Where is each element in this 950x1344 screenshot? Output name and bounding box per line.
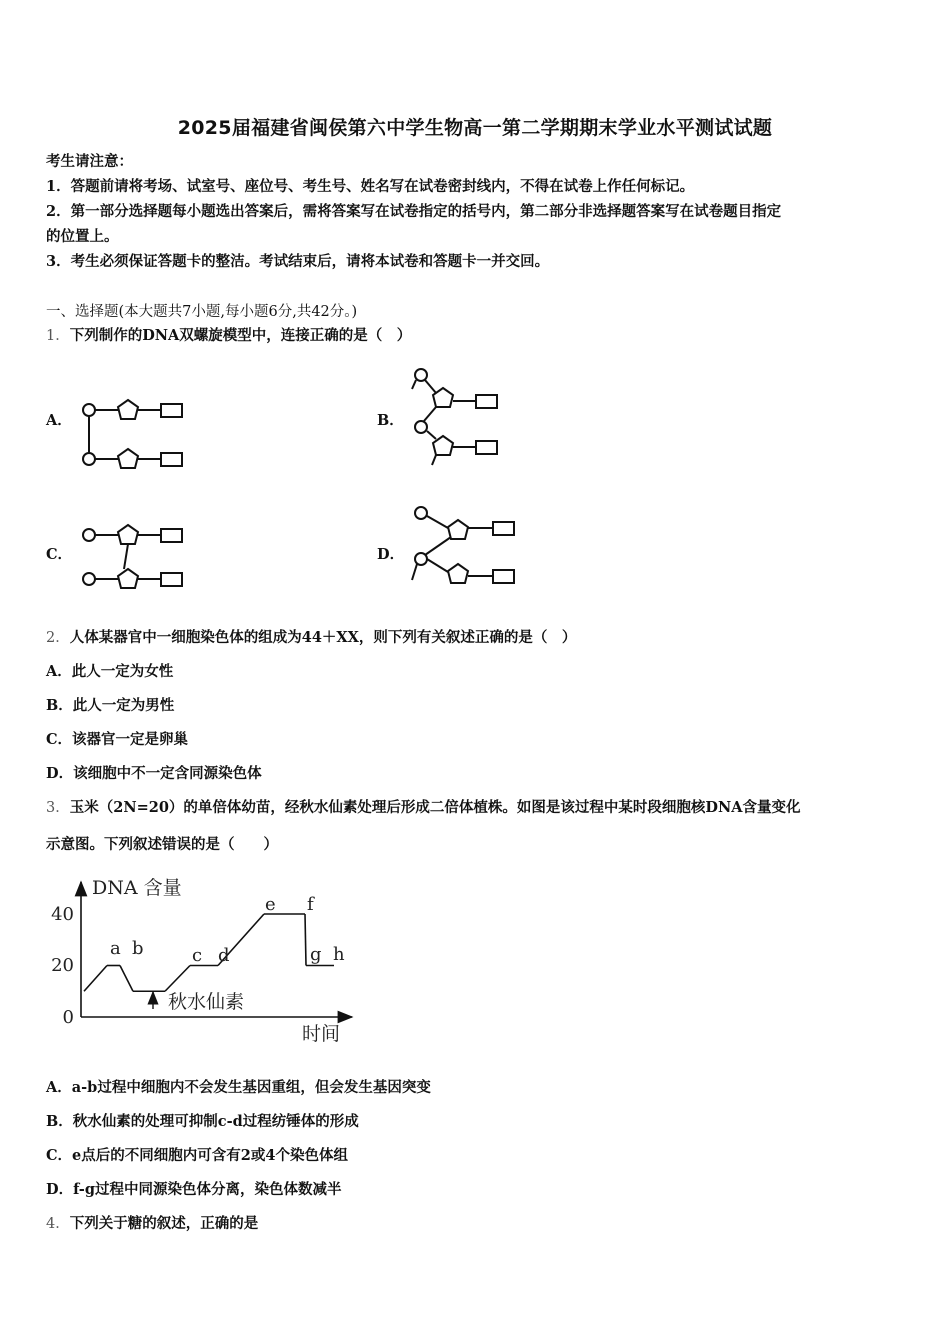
question-text: 下列关于糖的叙述，正确的是 — [69, 1215, 259, 1232]
question-text: 人体某器官中一细胞染色体的组成为44＋XX，则下列有关叙述正确的是（ ） — [69, 629, 577, 646]
option-text: f-g过程中同源染色体分离，染色体数减半 — [73, 1181, 342, 1198]
question-4 — [46, 1215, 258, 1233]
question-text: 玉米（2N=20）的单倍体幼苗，经秋水仙素处理后形成二倍体植株。如图是该过程中某时段细胞核DNA含量变化 — [69, 799, 801, 816]
point-label-g: g — [310, 944, 322, 965]
q2-option-a — [46, 663, 173, 681]
option-letter: B． — [46, 1113, 73, 1130]
option-text: 此人一定为男性 — [72, 697, 175, 714]
point-label-e: e — [265, 894, 276, 915]
q2-option-c — [46, 731, 188, 749]
series-line — [84, 914, 334, 991]
notice-heading: 考生请注意： — [46, 153, 133, 170]
page-title: 2025届福建省闽侯第六中学生物高一第二学期期末学业水平测试试题 — [177, 117, 773, 139]
q2-option-b — [46, 697, 174, 715]
series-segment — [84, 966, 107, 992]
option-letter: D． — [46, 1181, 74, 1198]
question-2 — [46, 629, 576, 647]
option-text: 该器官一定是卵巢 — [72, 731, 189, 748]
q3-option-d — [46, 1181, 341, 1199]
point-label-d: d — [218, 945, 230, 966]
y-tick-40: 40 — [51, 904, 74, 925]
option-letter: C． — [46, 731, 73, 748]
q1-option-c-label: C． — [46, 546, 73, 563]
dna-model-a — [80, 395, 190, 475]
question-text: 下列制作的DNA双螺旋模型中，连接正确的是（ ） — [69, 327, 412, 344]
option-letter: A． — [46, 1079, 72, 1096]
notice-item-1: 1．答题前请将考场、试室号、座位号、考生号、姓名写在试卷密封线内，不得在试卷上作任何标记。 — [46, 178, 695, 195]
option-text: 该细胞中不一定含同源染色体 — [73, 765, 262, 782]
dna-model-d — [408, 500, 523, 590]
option-letter: B． — [46, 697, 73, 714]
q2-option-d — [46, 765, 262, 783]
point-label-b: b — [132, 938, 144, 959]
q3-option-a — [46, 1079, 431, 1097]
q1-option-d-label: D． — [377, 546, 405, 563]
notice-item-2-cont: 的位置上。 — [46, 228, 119, 245]
question-3 — [46, 799, 800, 817]
q3-option-c — [46, 1147, 348, 1165]
question-number: 3． — [46, 800, 70, 816]
series-segment — [165, 966, 190, 992]
notice-item-3: 3．考生必须保证答题卡的整洁。考试结束后，请将本试卷和答题卡一并交回。 — [46, 253, 550, 270]
q1-option-b-label: B． — [377, 412, 404, 429]
series-segment — [305, 914, 306, 966]
question-3-cont: 示意图。下列叙述错误的是（ ） — [46, 836, 278, 853]
question-1 — [46, 327, 411, 345]
option-letter: C． — [46, 1147, 73, 1164]
question-number: 4． — [46, 1216, 70, 1232]
colchicine-annotation: 秋水仙素 — [168, 991, 245, 1013]
question-number: 2． — [46, 630, 70, 646]
section-heading: 一、选择题(本大题共7小题,每小题6分,共42分。) — [46, 304, 358, 320]
option-text: 秋水仙素的处理可抑制c-d过程纺锤体的形成 — [72, 1113, 359, 1130]
dna-model-c — [80, 520, 190, 600]
y-tick-0: 0 — [62, 1007, 74, 1028]
dna-model-b — [408, 363, 508, 473]
option-text: 此人一定为女性 — [71, 663, 174, 680]
y-axis-label: DNA 含量 — [92, 877, 182, 899]
question-number: 1． — [46, 328, 70, 344]
q1-option-a-label: A． — [46, 412, 72, 429]
x-axis-label: 时间 — [302, 1023, 341, 1045]
point-labels — [110, 894, 345, 966]
point-label-h: h — [333, 944, 345, 965]
option-text: a-b过程中细胞内不会发生基因重组，但会发生基因突变 — [71, 1079, 431, 1096]
point-label-a: a — [110, 938, 121, 959]
point-label-f: f — [307, 894, 314, 915]
dna-content-chart — [40, 870, 370, 1050]
series-segment — [120, 966, 133, 992]
point-label-c: c — [192, 945, 203, 966]
notice-item-2: 2．第一部分选择题每小题选出答案后，需将答案写在试卷指定的括号内，第二部分非选择题答案写在试卷题目指定 — [46, 203, 782, 220]
q3-option-b — [46, 1113, 359, 1131]
option-text: e点后的不同细胞内可含有2或4个染色体组 — [72, 1147, 348, 1164]
y-tick-20: 20 — [51, 955, 74, 976]
option-letter: A． — [46, 663, 72, 680]
option-letter: D． — [46, 765, 74, 782]
